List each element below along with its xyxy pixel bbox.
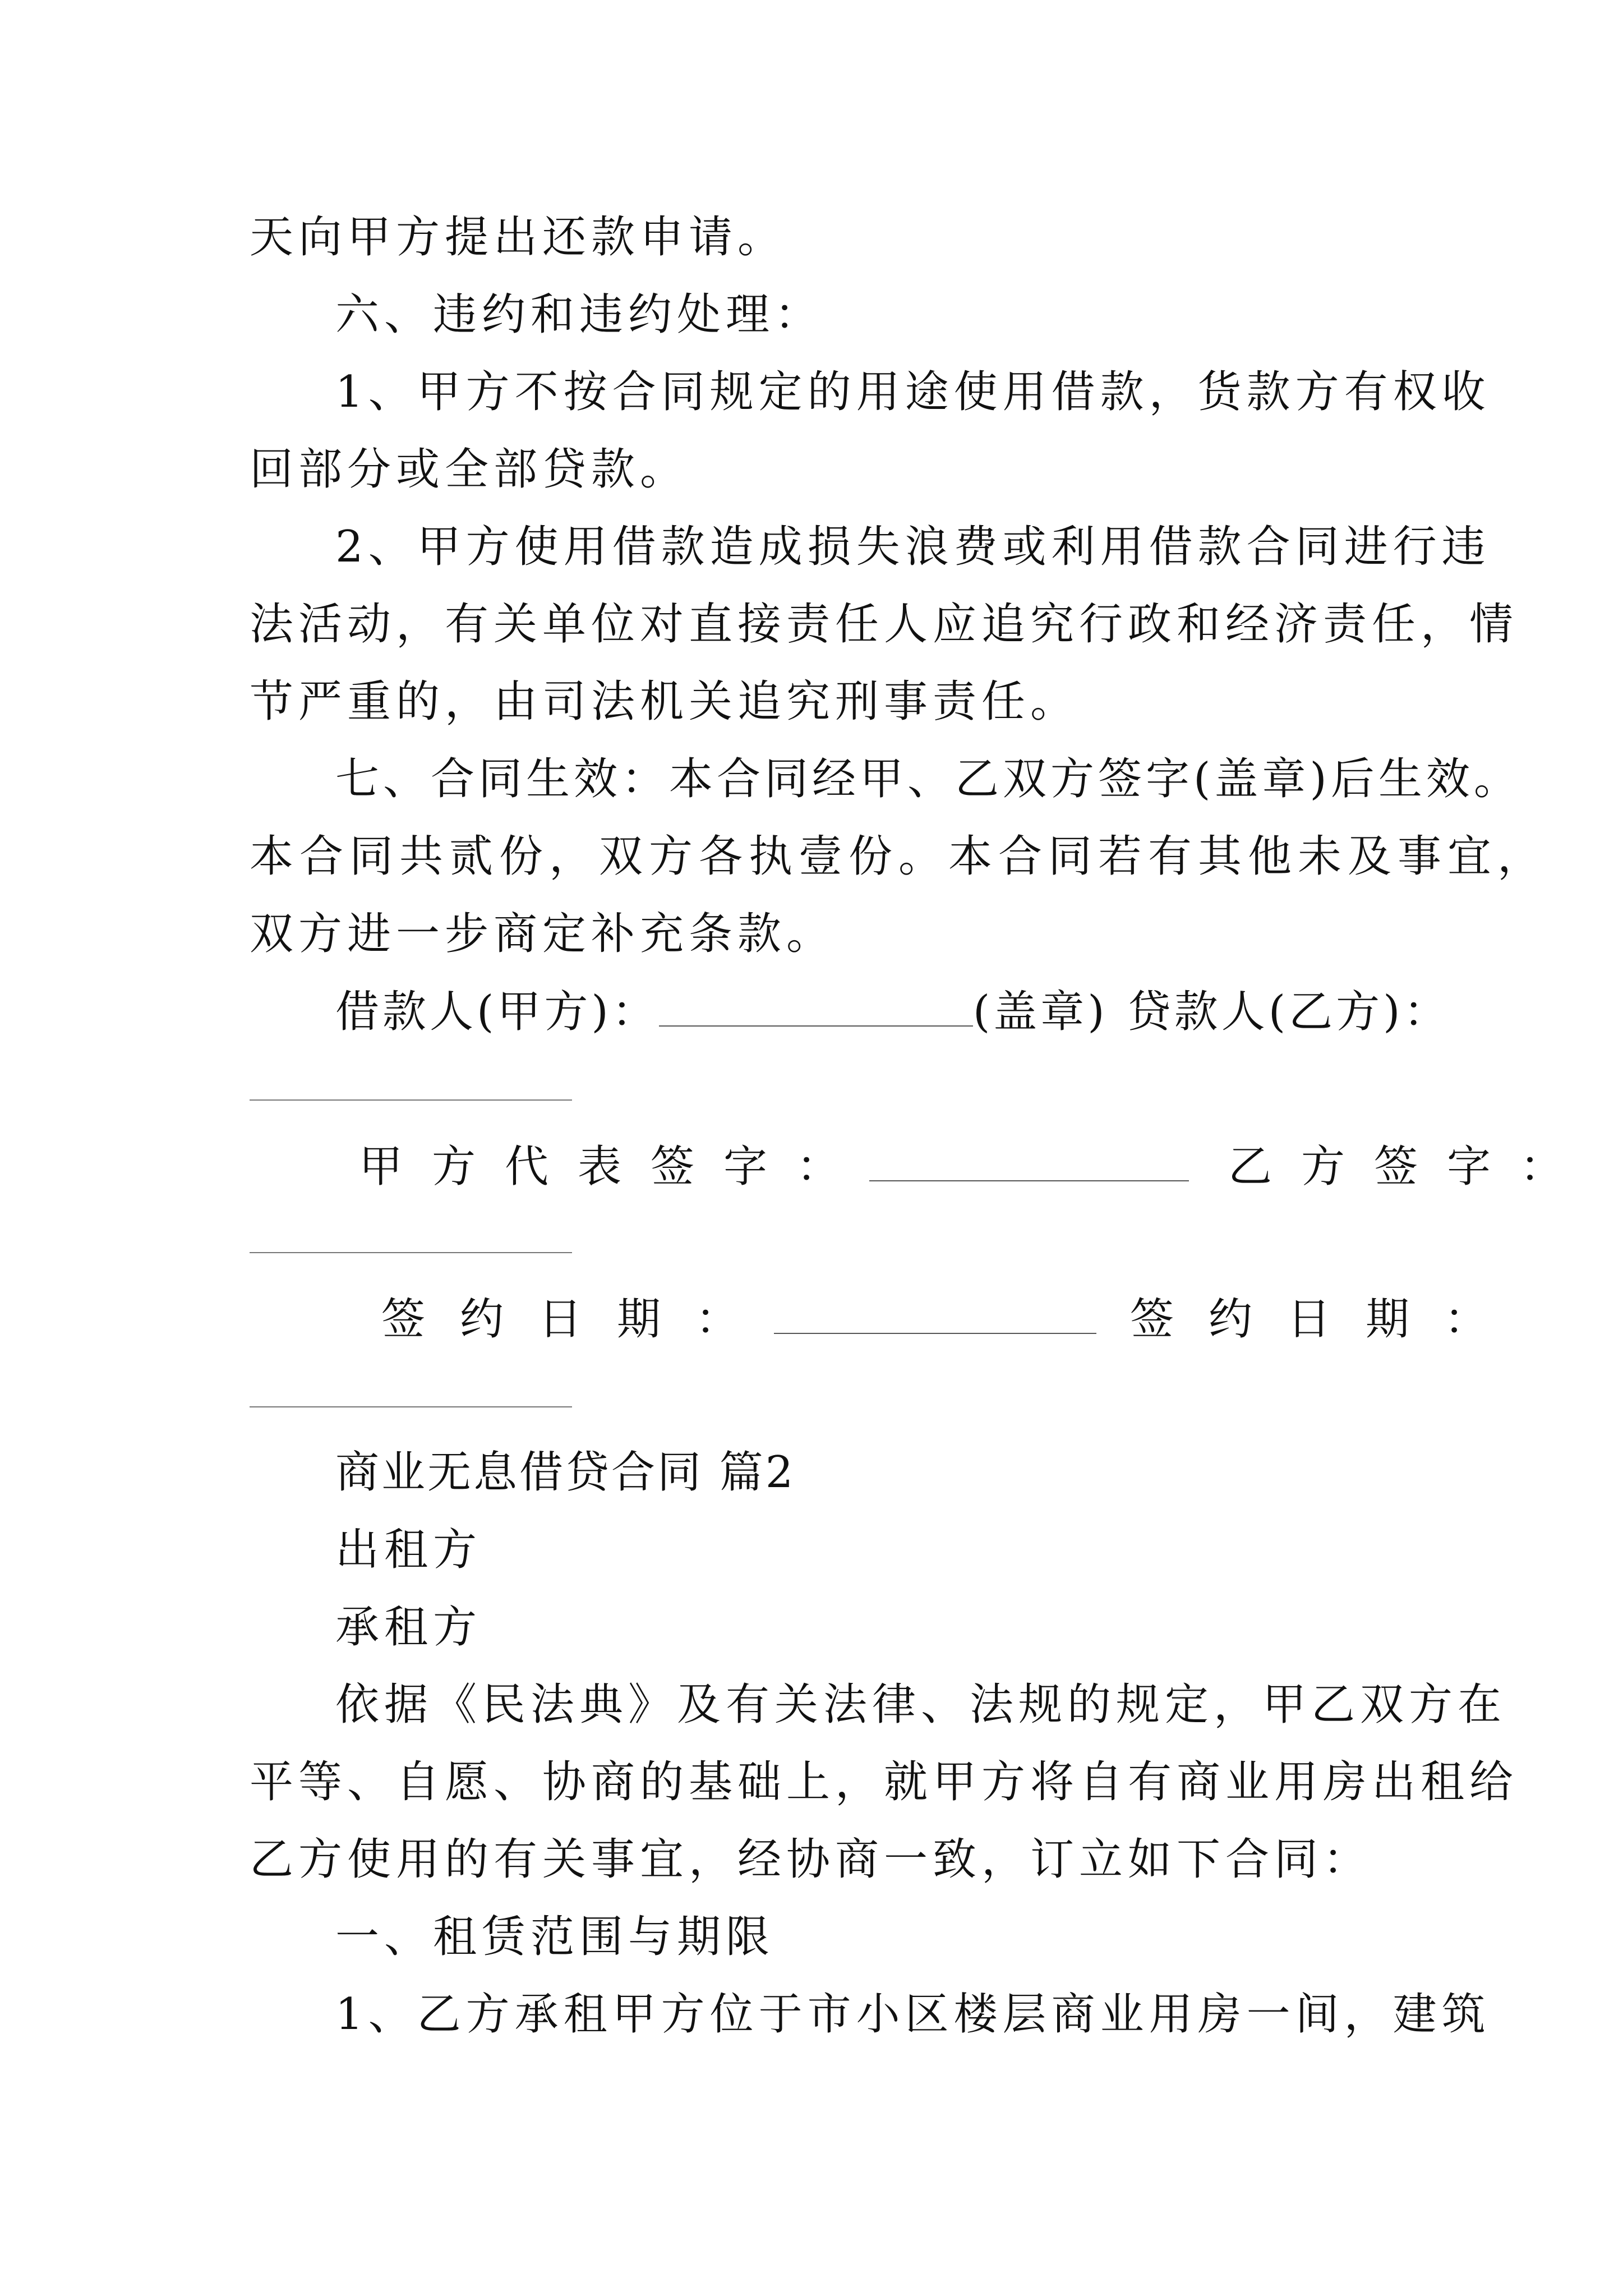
- party-b-sign-blank-line: [250, 1252, 572, 1253]
- lessor-label: 出租方: [335, 1525, 482, 1575]
- paragraph-line: 本合同共贰份，双方各执壹份。本合同若有其他未及事宜，: [250, 831, 1548, 882]
- paragraph-line: 平等、自愿、协商的基础上，就甲方将自有商业用房出租给: [250, 1757, 1519, 1807]
- seal-label: (盖章): [972, 987, 1108, 1037]
- party-b-sign-label: 乙方签字：: [1228, 1142, 1593, 1192]
- borrower-label: 借款人(甲方)：: [335, 987, 659, 1037]
- paragraph-line: 法活动，有关单位对直接责任人应追究行政和经济责任，情: [250, 599, 1519, 650]
- paragraph-line: 节严重的，由司法机关追究刑事责任。: [250, 677, 1080, 727]
- paragraph-line: 1、甲方不按合同规定的用途使用借款，货款方有权收: [335, 367, 1491, 417]
- lender-label: 贷款人(乙方)：: [1127, 987, 1451, 1037]
- section-title: 商业无息借贷合同 篇2: [335, 1447, 796, 1498]
- date-label-a: 签约日期：: [381, 1294, 774, 1345]
- signature-row-date: [381, 1294, 1523, 1345]
- signature-row-representative: [359, 1141, 1593, 1192]
- lender-blank-line: [250, 1099, 572, 1101]
- date-label-b: 签约日期：: [1130, 1294, 1523, 1345]
- party-a-sign-blank: [869, 1141, 1189, 1181]
- paragraph-line: 1、乙方承租甲方位于市小区楼层商业用房一间，建筑: [335, 1989, 1491, 2040]
- lessee-label: 承租方: [335, 1602, 482, 1653]
- paragraph-line: 双方进一步商定补充条款。: [250, 909, 836, 959]
- party-a-sign-label: 甲方代表签字：: [359, 1142, 870, 1192]
- clause-heading: 一、租赁范围与期限: [335, 1912, 775, 1962]
- borrower-blank: [659, 986, 973, 1027]
- date-blank-a: [774, 1294, 1096, 1334]
- paragraph-line: 依据《民法典》及有关法律、法规的规定，甲乙双方在: [335, 1680, 1507, 1730]
- paragraph-line: 七、合同生效：本合同经甲、乙双方签字(盖章)后生效。: [335, 754, 1521, 804]
- paragraph-line: 乙方使用的有关事宜，经协商一致，订立如下合同：: [250, 1834, 1372, 1885]
- paragraph-line: 回部分或全部贷款。: [250, 444, 689, 495]
- signature-row-borrower: [335, 986, 1451, 1037]
- paragraph-line: 天向甲方提出还款申请。: [250, 212, 787, 263]
- paragraph-line: 2、甲方使用借款造成损失浪费或利用借款合同进行违: [335, 522, 1491, 572]
- date-blank-b-line: [250, 1406, 572, 1407]
- section-heading: 六、违约和违约处理：: [335, 289, 824, 340]
